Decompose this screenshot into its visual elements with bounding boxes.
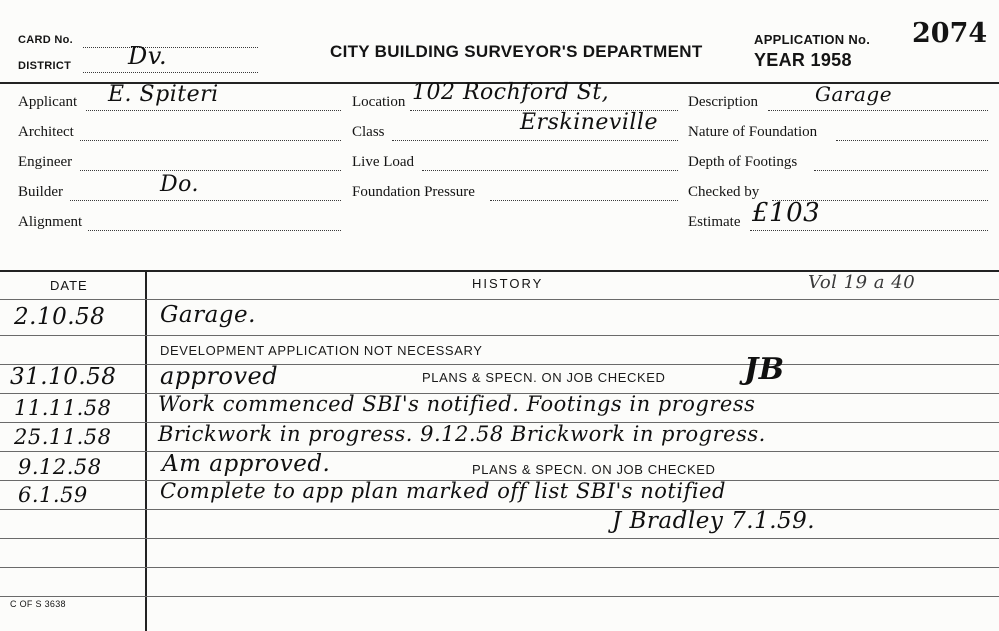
entry-initials: JB xyxy=(744,352,785,387)
entry-date: 11.11.58 xyxy=(14,396,112,420)
class-line xyxy=(392,140,678,141)
architect-line xyxy=(80,140,341,141)
nature-of-foundation-line xyxy=(836,140,988,141)
entry-stamp: DEVELOPMENT APPLICATION NOT NECESSARY xyxy=(160,343,483,358)
builder-label: Builder xyxy=(18,184,63,200)
builder-value: Do. xyxy=(160,172,199,197)
entry-text: Work commenced SBI's notified. Footings in progress xyxy=(158,392,756,416)
foundation-pressure-line xyxy=(490,200,678,201)
nature-of-foundation-label: Nature of Foundation xyxy=(688,124,818,140)
entry-date: 2.10.58 xyxy=(14,304,106,330)
depth-of-footings-label: Depth of Footings xyxy=(688,154,798,170)
department-title: CITY BUILDING SURVEYOR'S DEPARTMENT xyxy=(330,42,703,61)
live-load-line xyxy=(422,170,678,171)
applicant-label: Applicant xyxy=(18,94,78,110)
row-rule xyxy=(0,509,999,510)
builder-line xyxy=(70,200,341,201)
entry-date: 6.1.59 xyxy=(18,483,88,507)
entry-text: Garage. xyxy=(160,302,256,328)
signature: J Bradley 7.1.59. xyxy=(612,508,816,534)
estimate-value: £103 xyxy=(752,198,821,228)
depth-of-footings-line xyxy=(814,170,988,171)
engineer-label: Engineer xyxy=(18,154,73,170)
row-rule xyxy=(0,596,999,597)
row-rule xyxy=(0,364,999,365)
checked-by-label: Checked by xyxy=(688,184,760,200)
district-value: Dv. xyxy=(128,42,168,70)
description-label: Description xyxy=(688,94,758,110)
engineer-line xyxy=(80,170,341,171)
year-label: YEAR 1958 xyxy=(754,50,852,70)
foundation-pressure-label: Foundation Pressure xyxy=(352,184,475,200)
district-label: DISTRICT xyxy=(18,60,72,72)
entry-text: approved xyxy=(160,362,279,390)
history-column-header: HISTORY xyxy=(472,276,544,291)
row-rule xyxy=(0,451,999,452)
entry-text: Brickwork in progress. 9.12.58 Brickwork in progress. xyxy=(158,422,766,446)
architect-label: Architect xyxy=(18,124,74,140)
alignment-label: Alignment xyxy=(18,214,83,230)
entry-date: 9.12.58 xyxy=(18,455,102,479)
location-label: Location xyxy=(352,94,406,110)
application-number: 2074 xyxy=(912,18,988,49)
history-header-rule xyxy=(0,299,999,300)
applicant-line xyxy=(86,110,341,111)
row-rule xyxy=(0,538,999,539)
estimate-label: Estimate xyxy=(688,214,741,230)
description-line xyxy=(768,110,988,111)
location-value: 102 Rochford St, xyxy=(412,80,610,105)
entry-date: 31.10.58 xyxy=(10,364,117,390)
entry-text: Am approved. xyxy=(162,451,331,477)
class-label: Class xyxy=(352,124,385,140)
entry-stamp: PLANS & SPECN. ON JOB CHECKED xyxy=(422,370,666,385)
row-rule xyxy=(0,567,999,568)
form-code: C OF S 3638 xyxy=(10,599,66,609)
entry-text: Complete to app plan marked off list SBI's notified xyxy=(160,479,726,503)
card-no-line xyxy=(83,47,258,48)
entry-date: 25.11.58 xyxy=(14,425,112,449)
alignment-line xyxy=(88,230,341,231)
row-rule xyxy=(0,335,999,336)
history-header-annotation: Vol 19 a 40 xyxy=(808,272,916,293)
description-value: Garage xyxy=(815,82,893,106)
applicant-value: E. Spiteri xyxy=(108,82,219,107)
card-no-label: CARD No. xyxy=(18,34,73,46)
entry-stamp: PLANS & SPECN. ON JOB CHECKED xyxy=(472,462,716,477)
application-no-label: APPLICATION No. xyxy=(754,32,871,47)
live-load-label: Live Load xyxy=(352,154,415,170)
district-line xyxy=(83,72,258,73)
estimate-line xyxy=(750,230,988,231)
date-column-header: DATE xyxy=(50,278,88,293)
location-suburb-value: Erskineville xyxy=(520,110,658,135)
